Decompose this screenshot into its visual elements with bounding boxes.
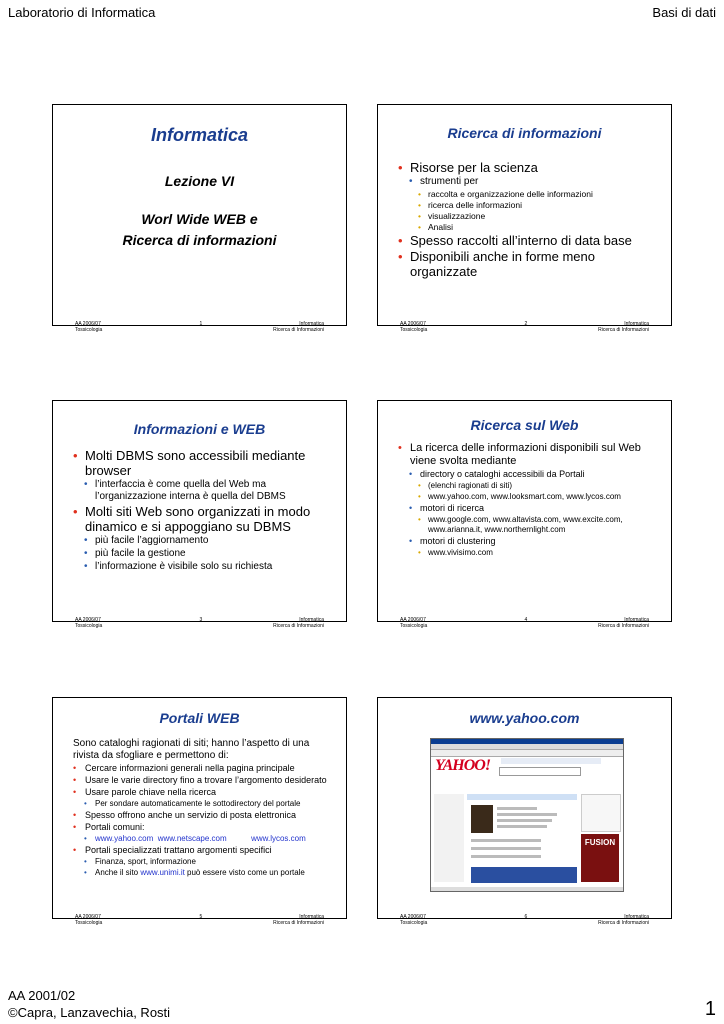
bullet: • www.vivisimo.com [398,548,657,558]
footer-subject: Informatica [624,914,649,920]
slide-title: Ricerca sul Web [470,417,579,433]
yahoo-text-line [497,825,547,828]
yahoo-text-line [497,807,537,810]
slide-title: Informazioni e WEB [133,421,266,437]
yahoo-link[interactable]: www.yahoo.com [95,834,154,843]
slide-line: Worl Wide WEB e [141,211,258,227]
slide-number: 3 [199,617,203,623]
slide-2 [377,104,672,333]
footer-year: AA 2006/07 [75,321,101,327]
footer-subject: Informatica [299,617,324,623]
bullet: • Risorse per la scienza [398,160,657,175]
yahoo-text-line [497,813,557,816]
bullet: • l’interfaccia è come quella del Web ma l’organizzazione interna è quella del DBMS [73,479,332,503]
footer-year: AA 2006/07 [400,321,426,327]
footer-year: AA 2006/07 [400,914,426,920]
slide-subtitle: Lezione VI [164,173,235,189]
footer-course: Tossicologia [400,623,428,629]
bullet: • visualizzazione [398,211,657,221]
footer-year: AA 2006/07 [75,914,101,920]
header-course: Laboratorio di Informatica [8,5,156,20]
bullet: • directory o cataloghi accessibili da Portali [398,469,657,480]
bullet: • strumenti per [398,176,657,188]
footer-lecture: Ricerca di Informazioni [273,623,324,629]
bullet: • Molti DBMS sono accessibili mediante browser [73,448,332,478]
bullet: • www.yahoo.com, www.looksmart.com, www.lycos.com [398,492,657,502]
header-topic: Basi di dati [652,5,716,20]
bullet: • Per sondare automaticamente le sottodirectory del portale [73,799,332,809]
footer-course: Tossicologia [75,327,103,333]
slide-title: Informatica [150,125,249,145]
yahoo-text-line [471,839,541,842]
bullet: • (elenchi ragionati di siti) [398,481,657,491]
footer-year: AA 2006/07 [75,617,101,623]
footer-lecture: Ricerca di Informazioni [598,920,649,926]
bullet: • Usare parole chiave nella ricerca [73,787,332,798]
bullet: • raccolta e organizzazione delle informazioni [398,189,657,199]
yahoo-sidebar [434,794,464,882]
footer-lecture: Ricerca di Informazioni [273,327,324,333]
slide-intro: Sono cataloghi ragionati di siti; hanno l’aspetto di una rivista da sfogliare e permettono di: [73,738,310,761]
footer-year: AA 2001/02 [8,988,76,1003]
slide-body [398,441,657,559]
lycos-link[interactable]: www.lycos.com [251,834,306,843]
slide-3 [52,400,347,629]
footer-course: Tossicologia [75,623,103,629]
footer-year: AA 2006/07 [400,617,426,623]
bullet: • Spesso raccolti all’interno di data base [398,233,657,248]
footer-subject: Informatica [299,914,324,920]
footer-subject: Informatica [624,321,649,327]
footer-lecture: Ricerca di Informazioni [273,920,324,926]
slide-line: Ricerca di informazioni [122,232,277,248]
slide-4 [377,400,672,629]
bullet: • Disponibili anche in forme meno organizzate [398,249,657,279]
slide-number: 1 [199,321,203,327]
slide-5 [52,697,347,926]
bullet: • motori di clustering [398,536,657,547]
bullet: • motori di ricerca [398,503,657,514]
yahoo-ad: FUSION [581,834,619,882]
slide-number: 4 [524,617,528,623]
footer-course: Tossicologia [400,920,428,926]
bullet: • Cercare informazioni generali nella pagina principale [73,763,332,774]
netscape-link[interactable]: www.netscape.com [157,834,227,843]
bullet: • più facile la gestione [73,548,332,560]
bullet-text: può essere visto come un portale [184,868,305,877]
bullet: • l’informazione è visibile solo su richiesta [73,561,332,573]
yahoo-text-line [471,847,541,850]
bullet: • www.google.com, www.altavista.com, www.excite.com, www.arianna.it, www.northernlight.com [398,515,657,535]
slide-title: www.yahoo.com [469,710,580,726]
bullet-text: Anche il sito [95,868,141,877]
yahoo-banner [471,867,577,883]
footer-course: Tossicologia [75,920,103,926]
bullet-links [73,834,332,844]
bullet: • Spesso offrono anche un servizio di posta elettronica [73,810,332,821]
bullet: • più facile l’aggiornamento [73,535,332,547]
bullet: • Usare le varie directory fino a trovare l’argomento desiderato [73,775,332,786]
footer-authors: ©Capra, Lanzavechia, Rosti [8,1005,171,1020]
slide-number: 6 [524,914,528,920]
yahoo-mail-box [581,794,621,832]
slide-title: Ricerca di informazioni [447,125,602,141]
bullet: • La ricerca delle informazioni disponibili sul Web viene svolta mediante [398,442,657,468]
browser-addressbar [431,750,623,757]
yahoo-nav [501,758,601,764]
footer-subject: Informatica [299,321,324,327]
slide-number: 5 [199,914,203,920]
unimi-link[interactable]: www.unimi.it [140,868,185,877]
bullet: • Finanza, sport, informazione [73,857,332,867]
slide-title: Portali WEB [159,710,240,726]
bullet: • Molti siti Web sono organizzati in modo dinamico e si appoggiano su DBMS [73,504,332,534]
slide-body [73,447,332,574]
footer-course: Tossicologia [400,327,428,333]
yahoo-photo [471,805,493,833]
browser-screenshot [430,738,624,892]
yahoo-logo: YAHOO! [435,757,491,774]
slide-6 [377,697,672,926]
bullet [73,868,332,878]
page-number: 1 [704,998,716,1020]
bullet: • Portali specializzati trattano argomenti specifici [73,845,332,856]
bullet: • Analisi [398,222,657,232]
bullet: • ricerca delle informazioni [398,200,657,210]
slide-number: 2 [524,321,528,327]
slide-1 [52,104,347,333]
slide-body [398,159,657,280]
footer-subject: Informatica [624,617,649,623]
footer-lecture: Ricerca di Informazioni [598,623,649,629]
yahoo-tabs [467,794,577,800]
yahoo-search-box [499,767,581,776]
browser-statusbar [431,887,623,891]
slide-body [73,738,332,879]
footer-lecture: Ricerca di Informazioni [598,327,649,333]
yahoo-text-line [471,855,541,858]
bullet: • Portali comuni: [73,822,332,833]
yahoo-text-line [497,819,552,822]
